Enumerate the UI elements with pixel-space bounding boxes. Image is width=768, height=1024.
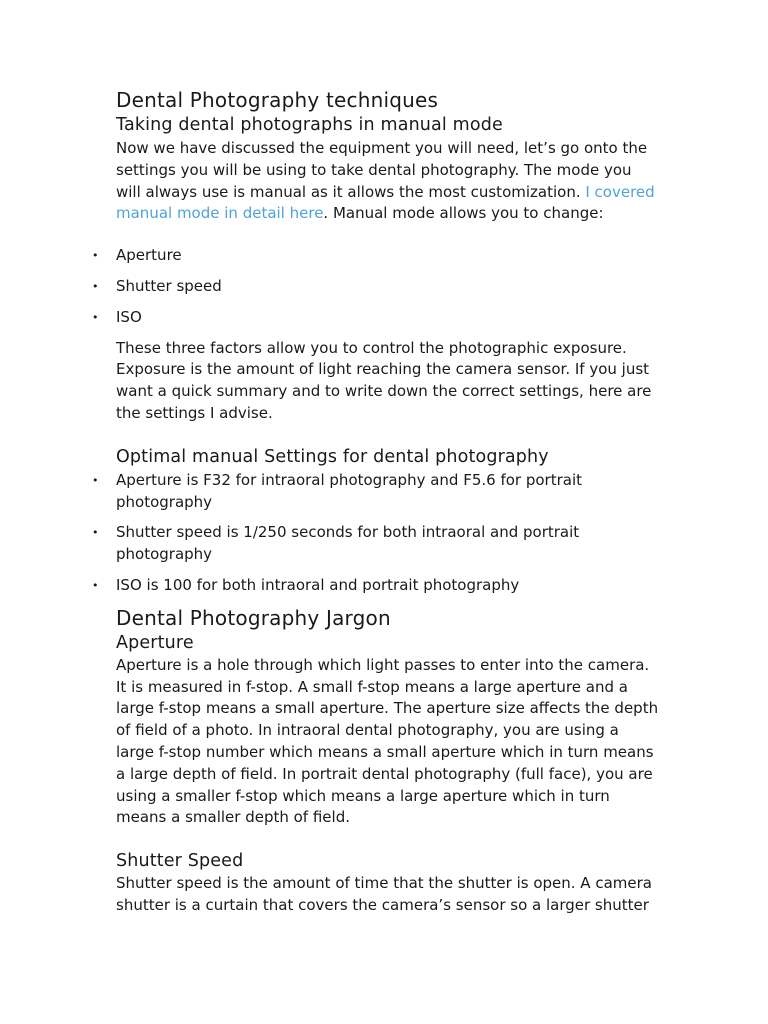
intro-tail: . Manual mode allows you to change: xyxy=(323,204,604,223)
bullet-icon: • xyxy=(92,578,99,592)
aperture-paragraph: Aperture is a hole through which light passes to enter into the camera. It is measured in f-stop. A small f-stop means a large aperture and a large f-stop means a small aperture. The aperture size affects the depth of field of a photo. In intraoral dental photography, you are using a large f-stop number which means a small aperture which in turn means a large depth of field. In portrait dental photography (full face), you are using a smaller f-stop which means a large aperture which in turn means a smaller depth of field. xyxy=(116,655,659,827)
bullet-icon: • xyxy=(92,473,99,487)
section-heading-jargon: Dental Photography Jargon xyxy=(116,605,391,630)
optimal-settings-list xyxy=(92,470,660,597)
list-item-text: Shutter speed is 1/250 seconds for both intraoral and portrait photography xyxy=(116,523,580,564)
list-item xyxy=(92,470,660,514)
intro-text: Now we have discussed the equipment you will need, let’s go onto the settings you will be using to take dental photography. The mode you will always use is manual as it allows the most customization. xyxy=(116,139,648,201)
bullet-icon: • xyxy=(92,249,99,263)
subheading-aperture: Aperture xyxy=(116,632,194,653)
list-item-text: Aperture is F32 for intraoral photography and F5.6 for portrait photography xyxy=(116,470,583,511)
bullet-icon: • xyxy=(92,310,99,324)
document-body xyxy=(92,86,660,917)
bullet-icon: • xyxy=(92,526,99,540)
section-heading-manual-mode: Taking dental photographs in manual mode xyxy=(116,115,503,135)
list-item xyxy=(92,276,660,298)
list-item xyxy=(92,575,660,597)
document-title: Dental Photography techniques xyxy=(116,88,439,112)
list-item xyxy=(92,522,660,566)
shutter-speed-paragraph: Shutter speed is the amount of time that the shutter is open. A camera shutter is a curtain that covers the camera’s sensor so a larger shutter xyxy=(116,874,652,914)
list-item-text: ISO is 100 for both intraoral and portrait photography xyxy=(116,575,520,594)
list-item-text: Aperture xyxy=(116,246,182,265)
subheading-shutter-speed: Shutter Speed xyxy=(116,851,244,872)
exposure-paragraph: These three factors allow you to control the photographic exposure. Exposure is the amount of light reaching the camera sensor. If you just want a quick summary and to write down the correct settings, here are the settings I advise. xyxy=(116,338,652,422)
list-item xyxy=(92,307,660,329)
list-item-text: ISO xyxy=(116,307,142,326)
manual-mode-link[interactable]: I covered manual mode in detail here xyxy=(116,182,655,223)
section-heading-optimal-settings: Optimal manual Settings for dental photography xyxy=(116,446,549,467)
bullet-icon: • xyxy=(92,279,99,293)
list-item-text: Shutter speed xyxy=(116,276,222,295)
intro-paragraph xyxy=(116,138,660,225)
list-item xyxy=(92,245,660,267)
manual-settings-list xyxy=(92,245,660,328)
